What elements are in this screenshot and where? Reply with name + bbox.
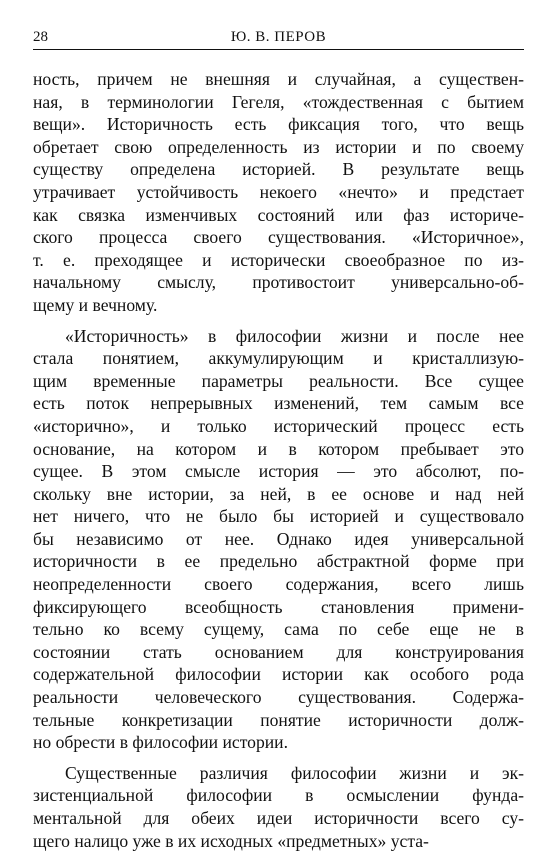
text-line: скольку вне истории, за ней, в ее основе и над ней [33, 483, 524, 504]
text-line: тельно ко всему сущему, сама по себе еще не в [33, 619, 524, 640]
body-text [33, 68, 524, 852]
text-line: неопределенности своего содержания, всего лишь [33, 574, 524, 595]
text-line: есть поток непрерывных изменений, тем самым все [33, 393, 524, 414]
text-line: сущее. В этом смысле история — это абсолют, по- [33, 461, 524, 482]
text-line: основание, на котором и в котором пребывает это [33, 438, 524, 459]
paragraph [33, 325, 524, 754]
text-line: ского процесса своего существования. «Историчное», [33, 227, 524, 248]
running-title: Ю. В. ПЕРОВ [230, 29, 327, 45]
text-line: утрачивает устойчивость некоего «нечто» и предстает [33, 181, 524, 202]
running-head [33, 26, 524, 48]
text-line: историчности в ее предельно абстрактной форме при [33, 551, 524, 572]
text-line: ная, в терминологии Гегеля, «тождественная с бытием [33, 91, 524, 112]
text-line: но обрести в философии истории. [33, 732, 288, 753]
text-line: фиксирующего всеобщность становления примени- [33, 596, 524, 617]
text-line: ментальной для обеих идеи историчности всего су- [33, 808, 524, 828]
text-line: реальности человеческого существования. Содержа- [33, 687, 524, 708]
text-line: бы независимо от нее. Однако идея универсальной [33, 528, 524, 549]
text-line: начальному смыслу, противостоит универсально-об- [33, 272, 524, 293]
text-line: содержательной философии истории как особого рода [33, 664, 524, 685]
text-line: «Историчность» в философии жизни и после нее [65, 325, 524, 346]
text-line: обретает свою определенность из истории и по своему [33, 136, 524, 157]
text-line: стала понятием, аккумулирующим и кристаллизую- [33, 348, 524, 369]
text-line: вещи». Историчность есть фиксация того, что вещь [33, 114, 524, 135]
text-line: щим временные параметры реальности. Все сущее [33, 370, 524, 391]
paragraph-gap [33, 317, 524, 325]
paragraph [33, 68, 524, 317]
paragraph-gap [33, 754, 524, 762]
text-line: нет ничего, что не было бы историей и существовало [33, 506, 524, 527]
text-line: щего налицо уже в их исходных «предметных» уста- [33, 830, 429, 851]
text-line: Существенные различия философии жизни и эк- [65, 762, 524, 783]
header-rule [33, 49, 524, 50]
text-line: состоянии стать основанием для конструирования [33, 641, 524, 662]
text-line: «исторично», и только исторический процесс есть [33, 415, 524, 436]
paragraph [33, 762, 524, 852]
text-line: существу определена историей. В результате вещь [33, 159, 524, 180]
page-number: 28 [33, 29, 48, 45]
text-line: как связка изменчивых состояний или фаз историче- [33, 204, 524, 225]
text-line: ность, причем не внешняя и случайная, а существен- [33, 69, 524, 89]
text-line: зистенциальной философии в осмыслении фунда- [33, 785, 524, 806]
book-page [33, 26, 524, 852]
text-line: т. е. преходящее и исторически своеобразное по из- [33, 249, 524, 270]
text-line: щему и вечному. [33, 294, 158, 315]
text-line: тельные конкретизации понятие историчности долж- [33, 709, 524, 730]
